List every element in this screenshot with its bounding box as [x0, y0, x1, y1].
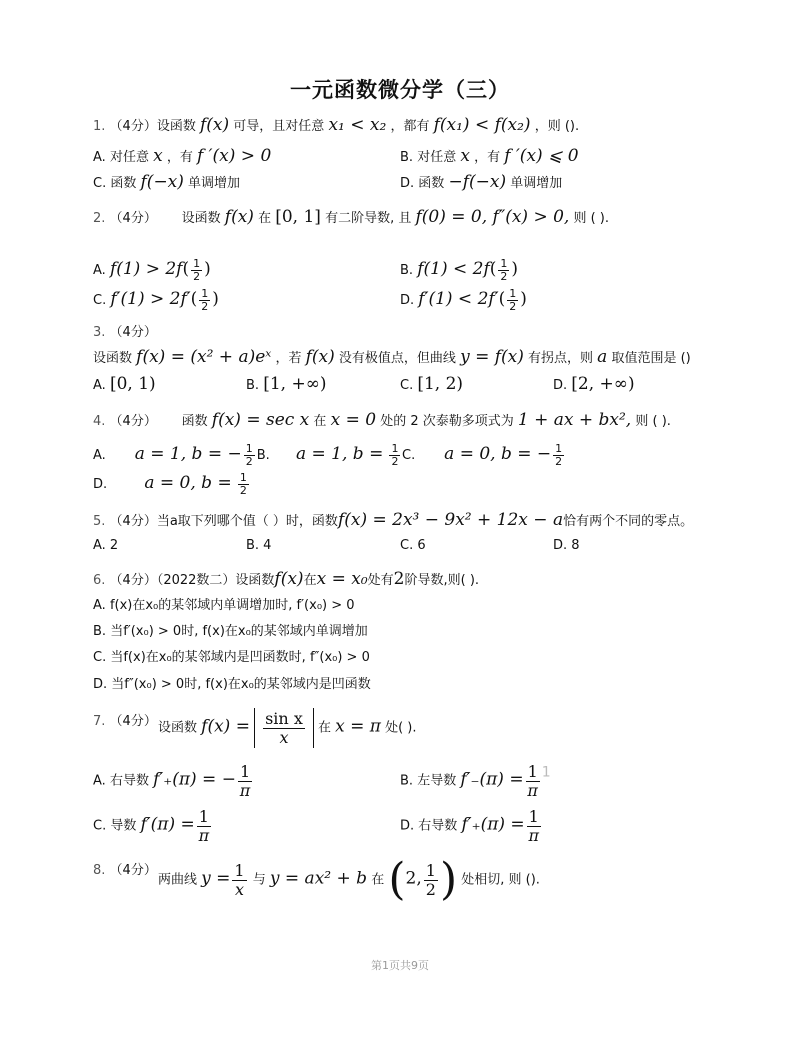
- fraction: $\frac{1}{x}$: [234, 860, 245, 899]
- question-7-stem: 设函数 f(x) = $\frac{\text{sin x}}{x}$ 在 x = π 处( ).: [158, 709, 417, 747]
- question-5-option-d[interactable]: D. 8: [553, 538, 580, 553]
- page-footer: 第1页共9页: [371, 959, 429, 972]
- question-2-option-c[interactable]: C. f′(1) > 2f′( $\frac{1}{2}$ ): [93, 287, 219, 314]
- question-7-option-b[interactable]: B. 左导数 f′₋(π) = $\frac{1}{\pi}$ 1: [400, 762, 551, 800]
- question-6-option-d[interactable]: D. 当f″(x₀) > 0时, f(x)在x₀的某邻域内是凹函数: [93, 677, 371, 692]
- question-3-option-a[interactable]: A. [0, 1): [93, 374, 156, 394]
- fraction: $\frac{1}{\pi}$: [198, 807, 210, 845]
- question-8-header: 8. （4分）: [93, 863, 157, 878]
- question-4-option-d[interactable]: D. a = 0, b = $\frac{1}{2}$: [93, 471, 247, 498]
- fraction: $\frac{1}{2}$: [391, 442, 399, 469]
- fraction: $\frac{\text{sin x}}{x}$: [265, 709, 303, 747]
- fraction: $\frac{1}{\pi}$: [527, 762, 538, 800]
- fraction: $\frac{1}{2}$: [555, 442, 563, 469]
- question-2-option-a[interactable]: A. f(1) > 2f( $\frac{1}{2}$ ): [93, 257, 211, 284]
- question-2-option-b[interactable]: B. f(1) < 2f( $\frac{1}{2}$ ): [400, 257, 519, 284]
- question-2-option-d[interactable]: D. f′(1) < 2f′( $\frac{1}{2}$ ): [400, 287, 527, 314]
- question-6-stem: 6. （4分）（2022数二）设函数f(x)在x = x₀处有2阶导数,则( ).: [93, 569, 480, 589]
- fraction: $\frac{1}{2}$: [245, 442, 253, 469]
- ghost-text: 1: [541, 764, 551, 781]
- question-3-option-c[interactable]: C. [1, 2): [400, 374, 464, 394]
- question-7-option-a[interactable]: A. 右导数 f′₊(π) = − $\frac{1}{\pi}$: [93, 762, 251, 800]
- question-7-option-d[interactable]: D. 右导数 f′₊(π) = $\frac{1}{\pi}$: [400, 807, 540, 845]
- question-5-stem: 5. （4分）当a取下列哪个值（ ）时，函数f(x) = 2x³ − 9x² + 12x − a恰有两个不同的零点。: [93, 510, 694, 530]
- question-1-option-c[interactable]: C. 函数 f(−x) 单调增加: [93, 172, 241, 192]
- question-7-header: 7. （4分）: [93, 714, 157, 729]
- question-3-option-d[interactable]: D. [2, +∞): [553, 374, 635, 394]
- fraction: $\frac{1}{2}$: [239, 471, 247, 498]
- question-2-stem: 2. （4分） 设函数 f(x) 在 [0, 1] 有二阶导数, 且 f(0) = 0, f″(x) > 0, 则 ( ).: [93, 207, 610, 227]
- question-4-option-a[interactable]: A. a = 1, b = − $\frac{1}{2}$ B.: [93, 442, 270, 469]
- question-1-option-b[interactable]: B. 对任意 x ，有 f ′(x) ⩽ 0: [400, 146, 579, 166]
- fraction: $\frac{1}{2}$: [500, 257, 508, 284]
- page-title: 一元函数微分学（三）: [290, 78, 510, 102]
- fraction: $\frac{1}{2}$: [201, 287, 209, 314]
- question-5-option-b[interactable]: B. 4: [246, 538, 272, 553]
- question-1-option-a[interactable]: A. 对任意 x ，有 f ′(x) > 0: [93, 146, 272, 166]
- question-1-stem: 1. （4分）设函数 f(x) 可导，且对任意 x₁ < x₂ ，都有 f(x₁) < f(x₂) ，则 ().: [93, 115, 580, 135]
- question-3-option-b[interactable]: B. [1, +∞): [246, 374, 327, 394]
- question-5-option-a[interactable]: A. 2: [93, 538, 119, 553]
- absolute-value: [254, 708, 314, 748]
- fraction: $\frac{1}{\pi}$: [239, 762, 251, 800]
- fraction: $\frac{1}{2}$: [509, 287, 517, 314]
- question-4-option-b[interactable]: a = 1, b = $\frac{1}{2}$: [296, 442, 399, 469]
- fraction: $\frac{1}{2}$: [425, 860, 436, 899]
- question-1-option-d[interactable]: D. 函数 −f(−x) 单调增加: [400, 172, 563, 192]
- question-4-option-c[interactable]: C. a = 0, b = − $\frac{1}{2}$: [402, 442, 563, 469]
- question-5-option-c[interactable]: C. 6: [400, 538, 426, 553]
- question-6-option-a[interactable]: A. f(x)在x₀的某邻域内单调增加时, f′(x₀) > 0: [93, 598, 355, 613]
- fraction: $\frac{1}{2}$: [193, 257, 201, 284]
- question-6-option-c[interactable]: C. 当f(x)在x₀的某邻域内是凹函数时, f″(x₀) > 0: [93, 650, 370, 665]
- fraction: $\frac{1}{\pi}$: [528, 807, 540, 845]
- question-8-stem: 两曲线 y = $\frac{1}{x}$ 与 y = ax² + b 在 (2, $\frac{1}{2}$ ) 处相切, 则 ().: [158, 854, 540, 905]
- question-3-header: 3. （4分）: [93, 325, 157, 340]
- question-4-stem: 4. （4分） 函数 f(x) = sec x 在 x = 0 处的 2 次泰勒多项式为 1 + ax + bx², 则 ( ).: [93, 410, 671, 430]
- question-4-option-b-label: B.: [256, 448, 270, 464]
- question-7-option-c[interactable]: C. 导数 f′(π) = $\frac{1}{\pi}$: [93, 807, 210, 845]
- question-3-stem: 设函数 f(x) = (x² + a)eˣ ，若 f(x) 没有极值点，但曲线 y = f(x) 有拐点，则 a 取值范围是 (): [93, 347, 691, 367]
- question-6-option-b[interactable]: B. 当f′(x₀) > 0时, f(x)在x₀的某邻域内单调增加: [93, 624, 368, 639]
